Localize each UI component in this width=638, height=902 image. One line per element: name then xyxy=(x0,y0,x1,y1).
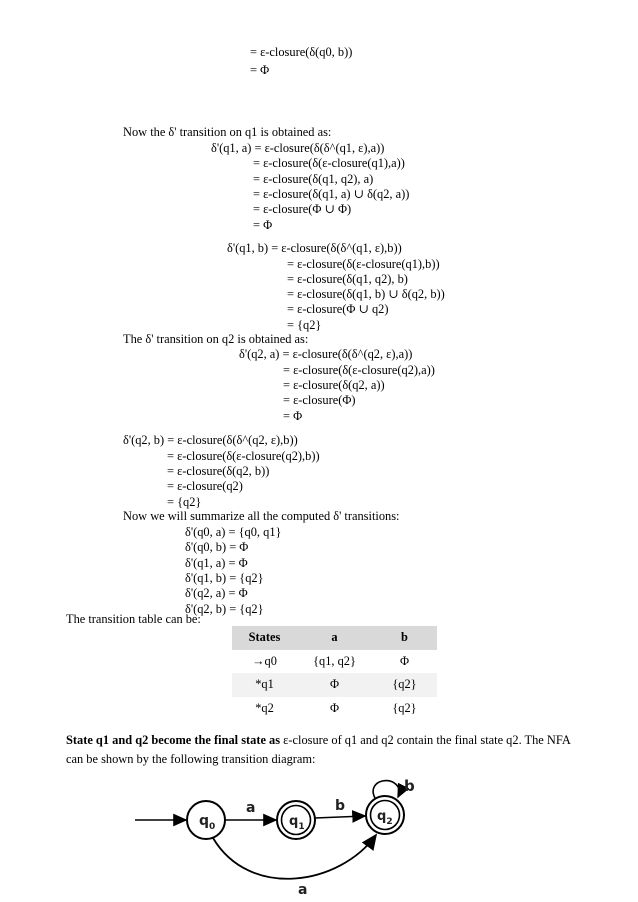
table-row xyxy=(232,673,437,697)
table-cell: {q2} xyxy=(372,673,437,697)
q1b-line-0: δ'(q1, b) = ε-closure(δ(δ^(q1, ε),b)) xyxy=(227,241,402,255)
q1a-line-3: = ε-closure(δ(q1, a) ∪ δ(q2, a)) xyxy=(253,187,410,201)
q1b-line-1: = ε-closure(δ(ε-closure(q1),b)) xyxy=(287,257,440,271)
table-cell: Φ xyxy=(399,653,410,668)
summary-line-0: δ'(q0, a) = {q0, q1} xyxy=(185,525,282,539)
conclusion-rest: ε-closure of q1 and q2 contain the final state q2. The NFA can be shown by the following transition diagram: xyxy=(66,733,571,766)
q2b-line-2: = ε-closure(δ(q2, b)) xyxy=(167,464,270,478)
edge-q0-q2 xyxy=(213,835,376,879)
q2b-line-1: = ε-closure(δ(ε-closure(q2),b)) xyxy=(167,449,320,463)
table-cell: →q0 xyxy=(252,653,277,668)
q1b-line-5: = {q2} xyxy=(287,318,322,332)
transition-table xyxy=(232,626,437,720)
state-q1-sub: 1 xyxy=(298,822,305,832)
state-q0-sub: 0 xyxy=(209,822,216,832)
edge-q1-q2-label: b xyxy=(335,798,346,814)
q2b-line-4: = {q2} xyxy=(167,495,202,509)
summary-line-3: δ'(q1, b) = {q2} xyxy=(185,571,264,585)
conclusion-bold: State q1 and q2 become the final state as xyxy=(66,733,281,747)
q1b-line-3: = ε-closure(δ(q1, b) ∪ δ(q2, b)) xyxy=(287,287,445,301)
q2a-line-2: = ε-closure(δ(q2, a)) xyxy=(283,378,385,392)
q1a-line-1: = ε-closure(δ(ε-closure(q1),a)) xyxy=(253,156,405,170)
q1a-line-5: = Φ xyxy=(253,218,273,232)
table-cell: {q1, q2} xyxy=(313,653,356,668)
q2b-line-0: δ'(q2, b) = ε-closure(δ(δ^(q2, ε),b)) xyxy=(123,433,298,447)
q2a-line-1: = ε-closure(δ(ε-closure(q2),a)) xyxy=(283,363,435,377)
state-q1 xyxy=(277,801,315,839)
q1a-line-2: = ε-closure(δ(q1, q2), a) xyxy=(253,172,374,186)
state-q1-label: q xyxy=(289,814,299,829)
line-l1: = Φ xyxy=(250,63,270,77)
q1b-line-4: = ε-closure(Φ ∪ q2) xyxy=(287,302,389,316)
state-q0-label: q xyxy=(199,813,210,829)
state-q0 xyxy=(187,801,225,839)
table-cell: *q2 xyxy=(255,700,274,715)
state-q2 xyxy=(366,796,404,834)
summary-intro: Now we will summarize all the computed δ' transitions: xyxy=(123,509,400,523)
nfa-diagram xyxy=(130,775,430,897)
line-l0: = ε-closure(δ(q0, b)) xyxy=(250,45,353,59)
q2a-line-0: δ'(q2, a) = ε-closure(δ(δ^(q2, ε),a)) xyxy=(239,347,413,361)
summary-line-5: δ'(q2, b) = {q2} xyxy=(185,602,264,616)
table-row xyxy=(232,697,437,721)
edge-q0-q1-label: a xyxy=(246,800,256,816)
table-row xyxy=(232,650,437,674)
edge-q0-q2-label: a xyxy=(298,882,308,897)
edge-q2-loop-label: b xyxy=(404,777,415,795)
header-states: States xyxy=(232,626,297,650)
state-q2-sub: 2 xyxy=(386,817,393,827)
edge-q1-q2 xyxy=(315,816,365,818)
summary-line-2: δ'(q1, a) = Φ xyxy=(185,556,248,570)
table-header-row xyxy=(232,626,437,650)
header-b: b xyxy=(372,626,437,650)
header-a: a xyxy=(297,626,372,650)
table-cell: Φ xyxy=(329,700,340,715)
summary-line-4: δ'(q2, a) = Φ xyxy=(185,586,248,600)
q1b-line-2: = ε-closure(δ(q1, q2), b) xyxy=(287,272,408,286)
q1-intro: Now the δ' transition on q1 is obtained as: xyxy=(123,125,332,139)
state-q2-label: q xyxy=(377,809,387,824)
q2a-line-3: = ε-closure(Φ) xyxy=(283,393,356,407)
conclusion-paragraph xyxy=(66,731,578,769)
table-cell: Φ xyxy=(297,673,372,697)
summary-line-1: δ'(q0, b) = Φ xyxy=(185,540,249,554)
q2a-line-4: = Φ xyxy=(283,409,303,423)
table-cell: *q1 xyxy=(232,673,297,697)
table-cell: {q2} xyxy=(392,700,417,715)
q1a-line-4: = ε-closure(Φ ∪ Φ) xyxy=(253,202,352,216)
q2-intro: The δ' transition on q2 is obtained as: xyxy=(123,332,309,346)
table-intro: The transition table can be: xyxy=(66,612,201,626)
q1a-line-0: δ'(q1, a) = ε-closure(δ(δ^(q1, ε),a)) xyxy=(211,141,385,155)
q2b-line-3: = ε-closure(q2) xyxy=(167,479,243,493)
